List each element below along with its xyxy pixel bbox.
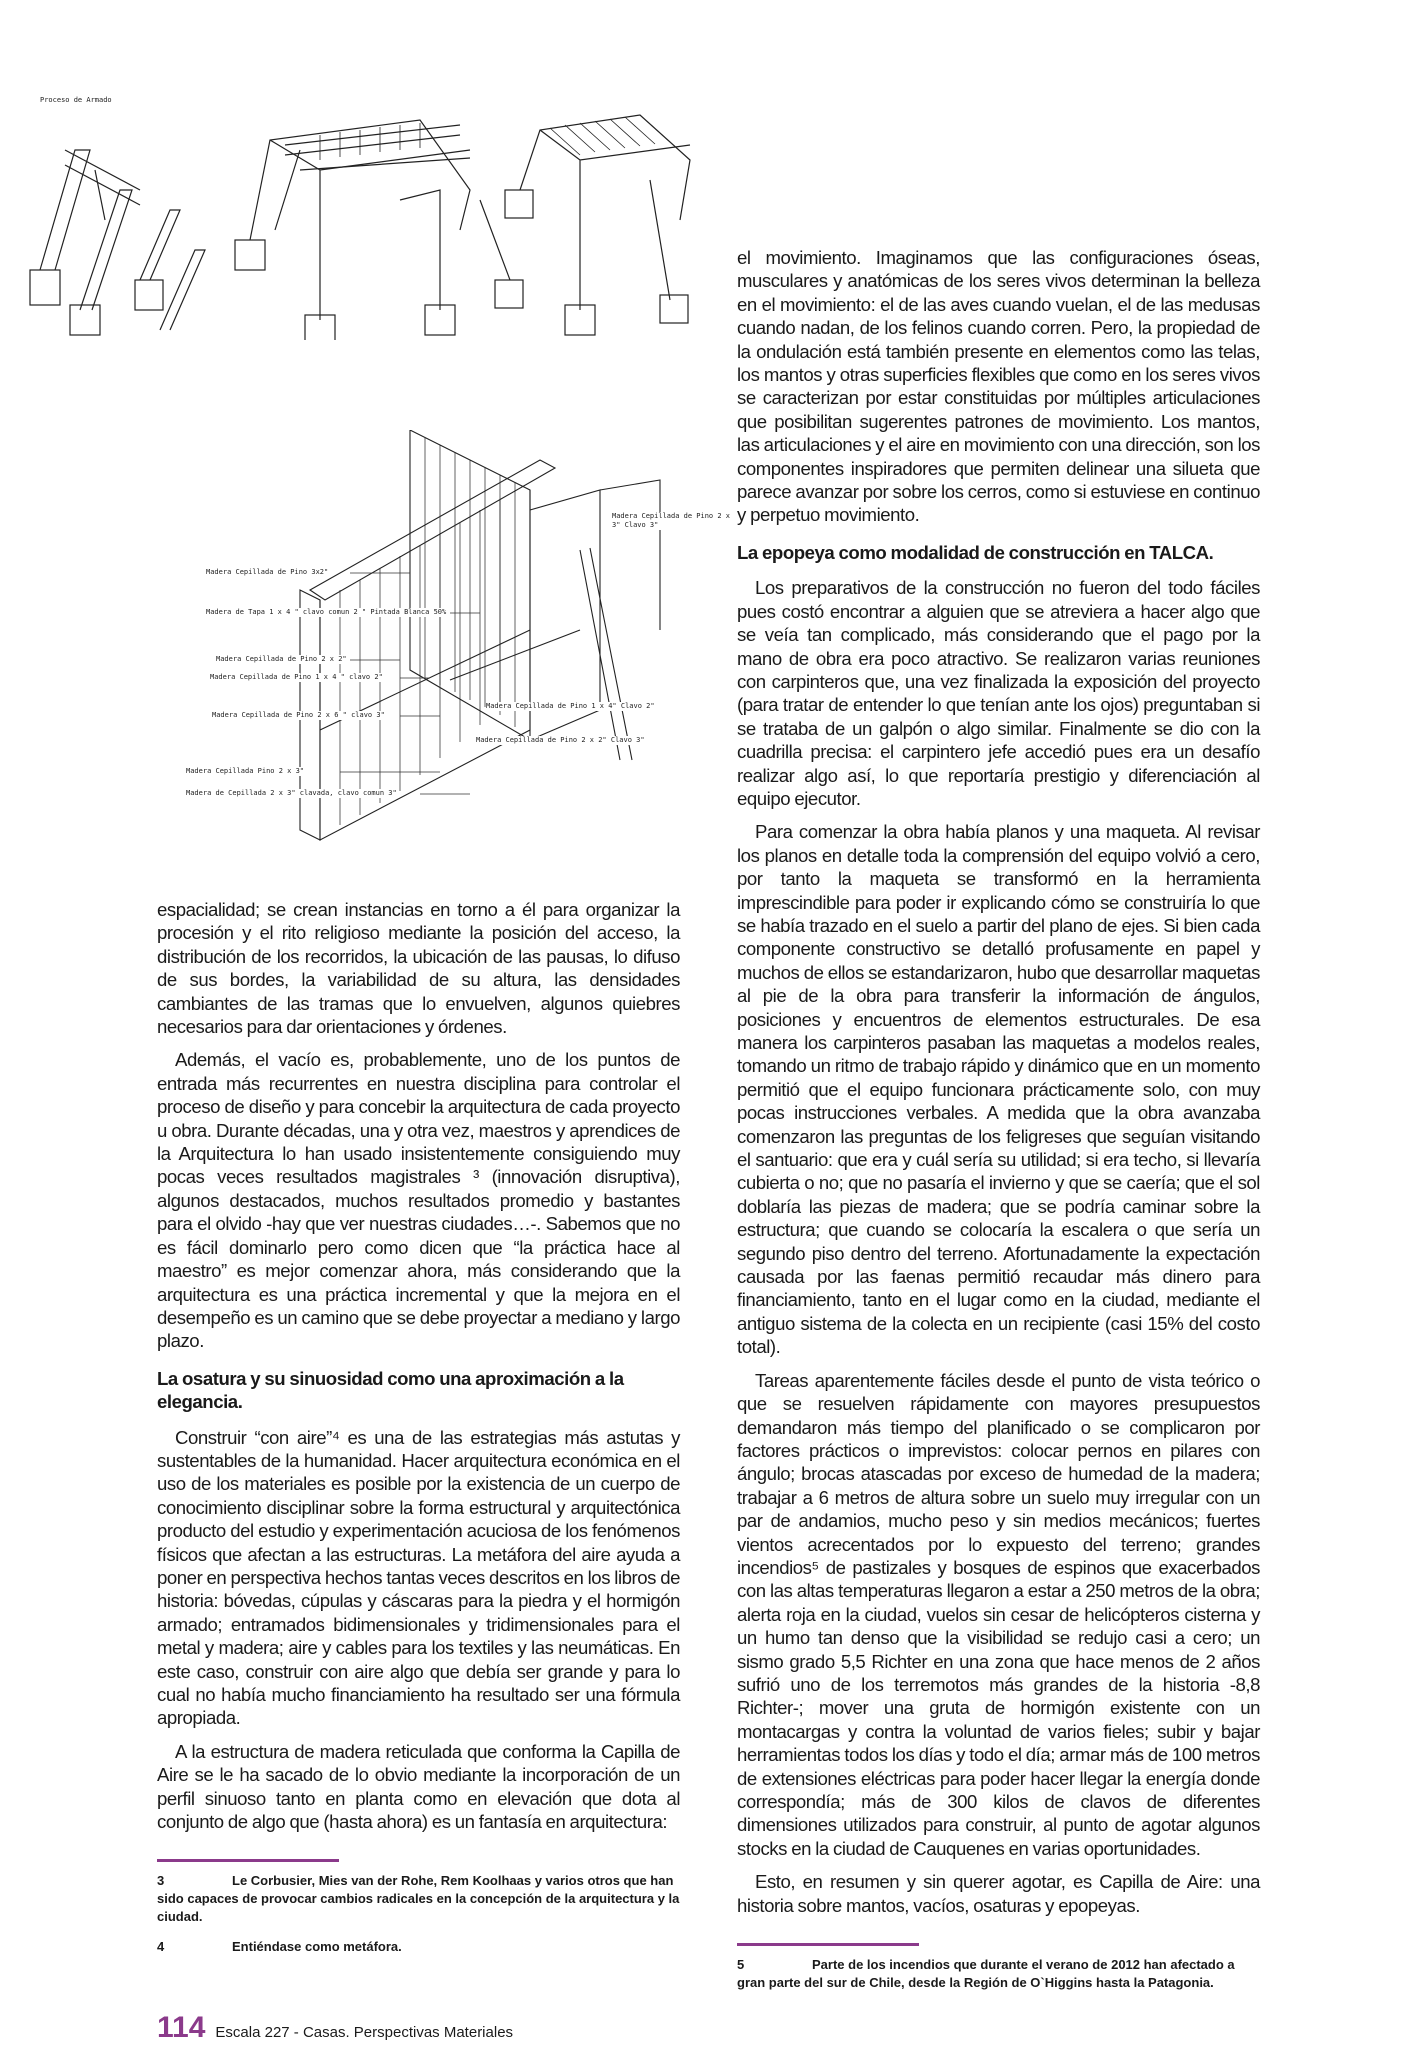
footnote-5 — [737, 1956, 1260, 1992]
label-10: Madera Cepillada de Pino 2 x 2" Clavo 3" — [476, 736, 645, 744]
paragraph: Tareas aparentemente fáciles desde el punto de vista teórico o que se resuelven rápidamente con mayores presupuestos demandaron más tiempo del planificado o se complicaron por factores prácticos o imprevistos: colocar pernos en pilares con ángulo; brocas atascadas por exceso de humedad de la madera; trabajar a 6 metros de altura sobre un suelo muy irregular con un par de andamios, mucho peso y sin medios mecánicos; fuertes vientos acrecentados por lo expuesto del terreno; grandes incendios⁵ de pastizales y bosques de espinos que exacerbados con las altas temperaturas llegaron a estar a 250 metros de la obra; alerta roja en la ciudad, vuelos sin cesar de helicópteros cisterna y un humo tan denso que la visibilidad se redujo casi a cero; un sismo grado 5,5 Richter en una zona que hace menos de 2 años sufrió uno de los terremotos más grandes de la historia -8,8 Richter-; mover una gruta de hormigón existente con un montacargas y contra la voluntad de varios fieles; subir y bajar herramientas todos los días y todo el día; armar más de 100 metros de extensiones eléctricas para poder hacer llegar la energía donde correspondía; más de 300 kilos de clavos de diferentes dimensiones utilizados para construir, al punto de agotar algunos stocks en la ciudad de Cauquenes en varias oportunidades. — [737, 1369, 1260, 1859]
page-footer — [157, 2011, 680, 2045]
label-8: Madera Cepillada de Pino 2 x 3" Clavo 3" — [612, 512, 731, 529]
label-6: Madera Cepillada Pino 2 x 3" — [186, 767, 305, 775]
footnote-text: Le Corbusier, Mies van der Rohe, Rem Koolhaas y varios otros que han sido capaces de provocar cambios radicales en la concepción de la arquitectura y la ciudad. — [157, 1873, 680, 1925]
page-number: 114 — [157, 2011, 206, 2045]
footnote-number: 3 — [157, 1873, 165, 1889]
footnote-number: 4 — [157, 1939, 165, 1955]
section-heading: La osatura y su sinuosidad como una aproximación a la elegancia. — [157, 1367, 624, 1413]
paragraph: Además, el vacío es, probablemente, uno de los puntos de entrada más recurrentes en nuestra disciplina para controlar el proceso de diseño y para concebir la arquitectura de cada proyecto u obra. Durante décadas, una y otra vez, maestros y aprendices de la Arquitectura lo han usado insistentemente consiguiendo muy pocas veces resultados magistrales ³ (innovación disruptiva), algunos destacados, muchos resultados promedio y bastantes para el olvido -hay que ver nuestras ciudades…-. Sabemos que no es fácil dominarlo pero como dicen que “la práctica hace al maestro” es mejor comenzar ahora, más considerando que la arquitectura es una práctica incremental y que la mejora en el desempeño es un camino que se debe proyectar a mediano y largo plazo. — [157, 1049, 680, 1352]
footnote-3 — [157, 1872, 680, 1926]
label-5: Madera Cepillada de Pino 2 x 6 " clavo 3" — [212, 711, 385, 719]
label-7: Madera de Cepillada 2 x 3" clavada, clavo comun 3" — [186, 789, 397, 797]
paragraph: Para comenzar la obra había planos y una maqueta. Al revisar los planos en detalle toda la comprensión del equipo volvió a cero, por tanto la maqueta se transformó en la herramienta imprescindible para poder ir explicando cómo se construiría lo que se había trazado en el suelo a partir del plano de ejes. Si bien cada componente constructivo se detalló profusamente en papel y muchos de ellos se estandarizaron, hubo que desarrollar maquetas al pie de la obra para transferir la información de ángulos, posiciones y encuentros de elementos estructurales. De esa manera los carpinteros pasaban las maquetas a modelos reales, tomando un ritmo de trabajo rápido y dinámico que en un momento permitió que el equipo funcionara prácticamente solo, con muy pocas instrucciones verbales. A medida que la obra avanzaba comenzaron las preguntas de los feligreses que seguían visitando el santuario: que era y cuál sería su utilidad; si era techo, si llevaría cubierta o no; que no pasaría el invierno y que se caería; que el sol doblaría las piezas de madera; que se podría caminar sobre la estructura; que cuando se colocaría la escalera o que sería un segundo piso dentro del terreno. Afortunadamente la expectación causada por las faenas permitió recaudar más dinero para financiamiento, tanto en el lugar como en la ciudad, mediante el antiguo sistema de la colecta en un recipiente (casi 15% del costo total). — [737, 821, 1260, 1358]
label-2: Madera de Tapa 1 x 4 " clavo comun 2 " Pintada Blanca 50% — [206, 608, 447, 616]
left-column — [157, 898, 680, 2045]
right-column — [737, 246, 1260, 2004]
figure-caption: Proceso de Armado — [40, 96, 112, 104]
paragraph: el movimiento. Imaginamos que las configuraciones óseas, musculares y anatómicas de los seres vivos determinan la belleza en el movimiento: el de las aves cuando vuelan, el de las medusas cuando nadan, de los felinos cuando corren. Pero, la propiedad de la ondulación está también presente en elementos como las telas, los mantos y otras superficies flexibles que como en los seres vivos se caracterizan por estar constituidas por múltiples articulaciones que posibilitan sugerentes patrones de movimiento. Los mantos, las articulaciones y el aire en movimiento con una dirección, son los componentes inspiradores que permiten delinear una silueta que parece avanzar por sobre los cerros, como si estuviese en continuo y perpetuo movimiento. — [737, 247, 1260, 526]
paragraph: A la estructura de madera reticulada que conforma la Capilla de Aire se le ha sacado de lo obvio mediante la incorporación de un perfil sinuoso tanto en planta como en elevación que dota al conjunto de algo que (hasta ahora) es un fantasía en arquitectura: — [157, 1740, 680, 1833]
assembly-stage-1 — [30, 150, 205, 335]
paragraph: Esto, en resumen y sin querer agotar, es Capilla de Aire: una historia sobre mantos, vacíos, osaturas y epopeyas. — [737, 1871, 1260, 1916]
paragraph: espacialidad; se crean instancias en torno a él para organizar la procesión y el rito religioso mediante la posición del acceso, la distribución de los recorridos, la ubicación de las pausas, lo difuso de sus bordes, la variabilidad de su altura, las densidades cambiantes de las tramas que lo envuelven, algunos quiebres necesarios para dar orientaciones y órdenes. — [157, 899, 680, 1038]
footnote-number: 5 — [737, 1957, 745, 1973]
paragraph: Construir “con aire”⁴ es una de las estrategias más astutas y sustentables de la humanidad. Hacer arquitectura económica en el uso de los materiales es posible por la existencia de un cuerpo de conocimiento disciplinar sobre la forma estructural y arquitectónica producto del estudio y experimentación acuciosa de los fenómenos físicos que afectan a las estructuras. La metáfora del aire ayuda a poner en perspectiva hechos tantas veces descritos en los libros de historia: bóvedas, cúpulas y cáscaras para la piedra y el hormigón armado; entramados bidimensionales y tridimensionales para el metal y madera; aire y cables para los textiles y las neumáticas. En este caso, construir con aire algo que debía ser grande y para lo cual no había mucho financiamiento ha resultado ser una fórmula apropiada. — [157, 1426, 680, 1729]
label-1: Madera Cepillada de Pino 3x2" — [206, 568, 329, 576]
label-leader-lines — [180, 560, 700, 820]
footnotes-left — [157, 1859, 680, 1956]
footnote-text: Entiéndase como metáfora. — [232, 1939, 402, 1955]
footnote-rule — [737, 1943, 919, 1946]
assembly-stage-3 — [505, 115, 690, 335]
label-4: Madera Cepillada de Pino 1 x 4 " clavo 2" — [210, 673, 383, 681]
label-9: Madera Cepillada de Pino 1 x 4" Clavo 2" — [486, 702, 655, 710]
footnotes-right — [737, 1943, 1260, 1992]
assembly-sequence-drawing — [20, 110, 700, 340]
footnote-text: Parte de los incendios que durante el verano de 2012 han afectado a gran parte del sur de Chile, desde la Región de O`Higgins hasta la Patagonia. — [737, 1957, 1235, 1991]
paragraph: Los preparativos de la construcción no fueron del todo fáciles pues costó encontrar a alguien que se atreviera a hacer algo que se veía tan complicado, más considerando que el pago por la mano de obra era poco atractivo. Se realizaron varias reuniones con carpinteros que, una vez finalizada la exposición del proyecto (para tratar de entender lo que tenían ante los ojos) preguntaban si se trataba de un galpón o algo similar. Finalmente se dio con la cuadrilla precisa: el carpintero jefe accedió pues era un desafío realizar algo así, lo que reportaría prestigio y diferenciación al equipo ejecutor. — [737, 577, 1260, 809]
section-heading: La epopeya como modalidad de construcción en TALCA. — [737, 541, 1214, 563]
footnote-rule — [157, 1859, 339, 1862]
label-3: Madera Cepillada de Pino 2 x 2" — [216, 655, 347, 663]
footnote-4 — [157, 1938, 680, 1956]
publication-title: Escala 227 - Casas. Perspectivas Materiales — [215, 2024, 514, 2042]
assembly-stage-2 — [235, 120, 523, 340]
